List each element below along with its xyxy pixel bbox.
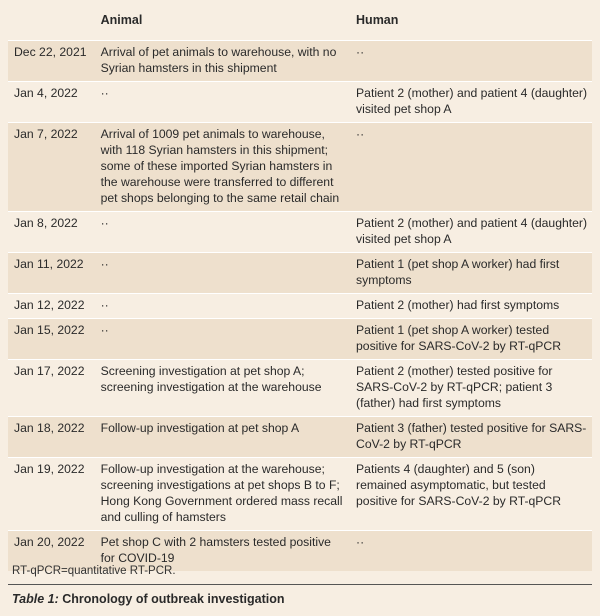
cell-human: Patients 4 (daughter) and 5 (son) remained asymptomatic, but tested positive for SARS-CoV-2 by RT-qPCR [356, 462, 562, 508]
header-animal: Animal [100, 13, 143, 27]
cell-date: Dec 22, 2021 [14, 45, 87, 59]
cell-date: Jan 8, 2022 [14, 216, 78, 230]
chronology-table [8, 4, 592, 571]
cell-animal: ·· [100, 298, 109, 312]
cell-human: Patient 2 (mother) and patient 4 (daughter) visited pet shop A [356, 86, 588, 116]
cell-human: Patient 1 (pet shop A worker) had first symptoms [356, 257, 560, 287]
table-footnote: RT-qPCR=quantitative RT-PCR. [12, 565, 176, 577]
table-row [8, 417, 592, 458]
caption-divider [8, 584, 592, 585]
cell-human: ·· [356, 535, 365, 549]
cell-human: Patient 2 (mother) tested positive for SARS-CoV-2 by RT-qPCR; patient 3 (father) had first symptoms [356, 364, 553, 410]
cell-date: Jan 7, 2022 [14, 127, 78, 141]
cell-animal: Arrival of 1009 pet animals to warehouse, with 118 Syrian hamsters in this shipment; some of these imported Syrian hamsters in the warehouse were transferred to different pet shops belonging to the same retail chain [100, 127, 340, 205]
cell-animal: ·· [100, 257, 109, 271]
cell-animal: Follow-up investigation at the warehouse; screening investigations at pet shops B to F; Hong Kong Government ordered mass recall and culling of hamsters [100, 462, 343, 524]
cell-human: Patient 2 (mother) and patient 4 (daughter) visited pet shop A [356, 216, 588, 246]
cell-animal: Pet shop C with 2 hamsters tested positive for COVID-19 [100, 535, 331, 565]
cell-date: Jan 18, 2022 [14, 421, 85, 435]
cell-human: ·· [356, 127, 365, 141]
caption-title: Chronology of outbreak investigation [58, 592, 285, 606]
table-caption [12, 592, 284, 606]
table-header-row [8, 4, 592, 41]
table-row [8, 294, 592, 319]
header-human: Human [356, 13, 399, 27]
cell-animal: ·· [100, 216, 109, 230]
table-row [8, 123, 592, 212]
cell-animal: ·· [100, 86, 109, 100]
cell-animal: Screening investigation at pet shop A; screening investigation at the warehouse [100, 364, 322, 394]
cell-animal: ·· [100, 323, 109, 337]
table-row [8, 253, 592, 294]
cell-human: Patient 3 (father) tested positive for SARS-CoV-2 by RT-qPCR [356, 421, 587, 451]
table-row [8, 82, 592, 123]
header-date [8, 4, 97, 41]
cell-animal: Follow-up investigation at pet shop A [100, 421, 300, 435]
cell-date: Jan 20, 2022 [14, 535, 85, 549]
table-row [8, 458, 592, 531]
table-body [8, 41, 592, 572]
cell-human: Patient 1 (pet shop A worker) tested positive for SARS-CoV-2 by RT-qPCR [356, 323, 562, 353]
cell-date: Jan 17, 2022 [14, 364, 85, 378]
table-row [8, 319, 592, 360]
cell-date: Jan 19, 2022 [14, 462, 85, 476]
cell-human: ·· [356, 45, 365, 59]
table-row [8, 41, 592, 82]
cell-date: Jan 12, 2022 [14, 298, 85, 312]
cell-date: Jan 15, 2022 [14, 323, 85, 337]
table-row [8, 212, 592, 253]
cell-animal: Arrival of pet animals to warehouse, with no Syrian hamsters in this shipment [100, 45, 337, 75]
table-row [8, 360, 592, 417]
cell-date: Jan 11, 2022 [14, 257, 84, 271]
cell-date: Jan 4, 2022 [14, 86, 78, 100]
caption-label: Table 1: [12, 592, 59, 606]
cell-human: Patient 2 (mother) had first symptoms [356, 298, 560, 312]
